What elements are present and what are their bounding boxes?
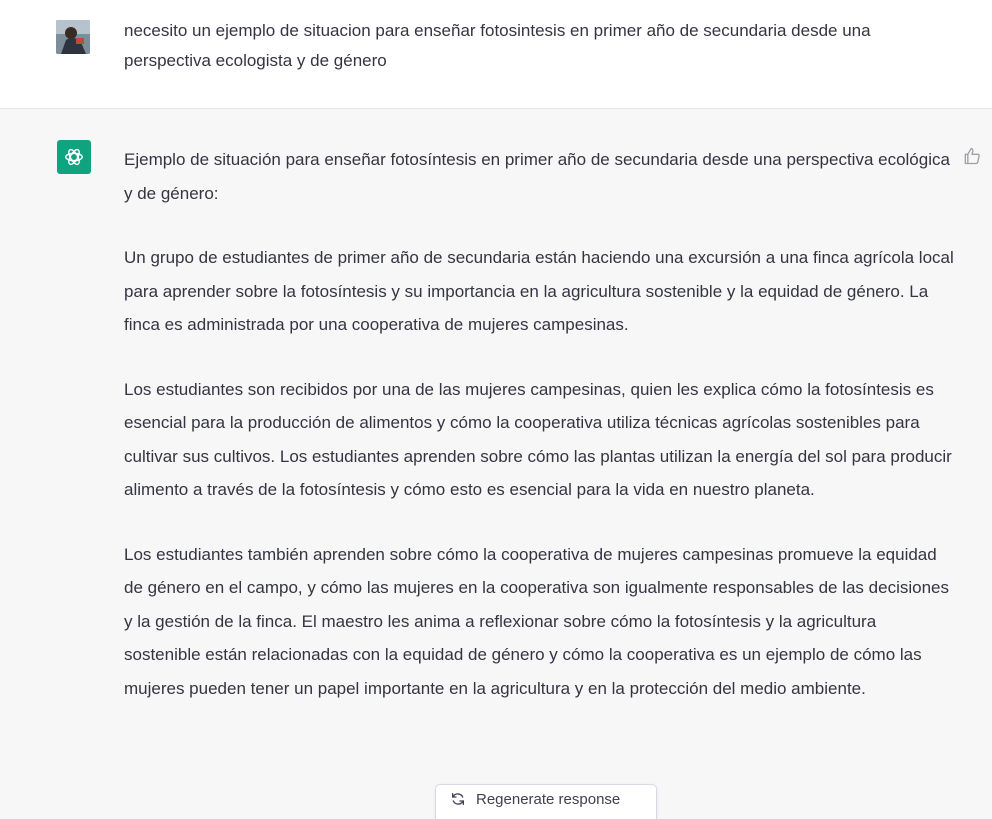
user-avatar <box>56 20 90 54</box>
user-avatar-photo <box>56 20 90 54</box>
user-message-text: necesito un ejemplo de situacion para enseñar fotosintesis en primer año de secundaria desde una perspectiva ecologista y de género <box>124 21 871 70</box>
refresh-icon <box>450 791 466 807</box>
assistant-message-text <box>124 143 954 736</box>
openai-logo-icon <box>57 140 91 174</box>
regenerate-response-button[interactable] <box>435 784 657 819</box>
answer-paragraph-4: Los estudiantes también aprenden sobre cómo la cooperativa de mujeres campesinas promueve la equidad de género en el campo, y cómo las mujeres en la cooperativa son igualmente responsables de las decisiones y la gestión de la finca. El maestro les anima a reflexionar sobre cómo la fotosíntesis y la agricultura sostenible están relacionadas con la equidad de género y cómo la cooperativa es un ejemplo de cómo las mujeres pueden tener un papel importante en la agricultura y en la protección del medio ambiente. <box>124 544 949 698</box>
thumbs-up-icon[interactable] <box>962 146 982 166</box>
assistant-message-row <box>0 109 992 819</box>
regenerate-label: Regenerate response <box>476 790 621 808</box>
answer-paragraph-2: Un grupo de estudiantes de primer año de secundaria están haciendo una excursión a una finca agrícola local para aprender sobre la fotosíntesis y su importancia en la agricultura sostenible y la equidad de género. La finca es administrada por una cooperativa de mujeres campesinas. <box>124 248 954 334</box>
user-message-row <box>0 0 992 109</box>
answer-paragraph-3: Los estudiantes son recibidos por una de las mujeres campesinas, quien les explica cómo la fotosíntesis es esencial para la producción de alimentos y cómo la cooperativa utiliza técnicas agrícolas sostenibles para cultivar sus cultivos. Los estudiantes aprenden sobre cómo las plantas utilizan la energía del sol para producir alimento a través de la fotosíntesis y cómo esto es esencial para la vida en nuestro planeta. <box>124 379 952 499</box>
answer-paragraph-1: Ejemplo de situación para enseñar fotosíntesis en primer año de secundaria desde una perspectiva ecológica y de género: <box>124 150 950 203</box>
